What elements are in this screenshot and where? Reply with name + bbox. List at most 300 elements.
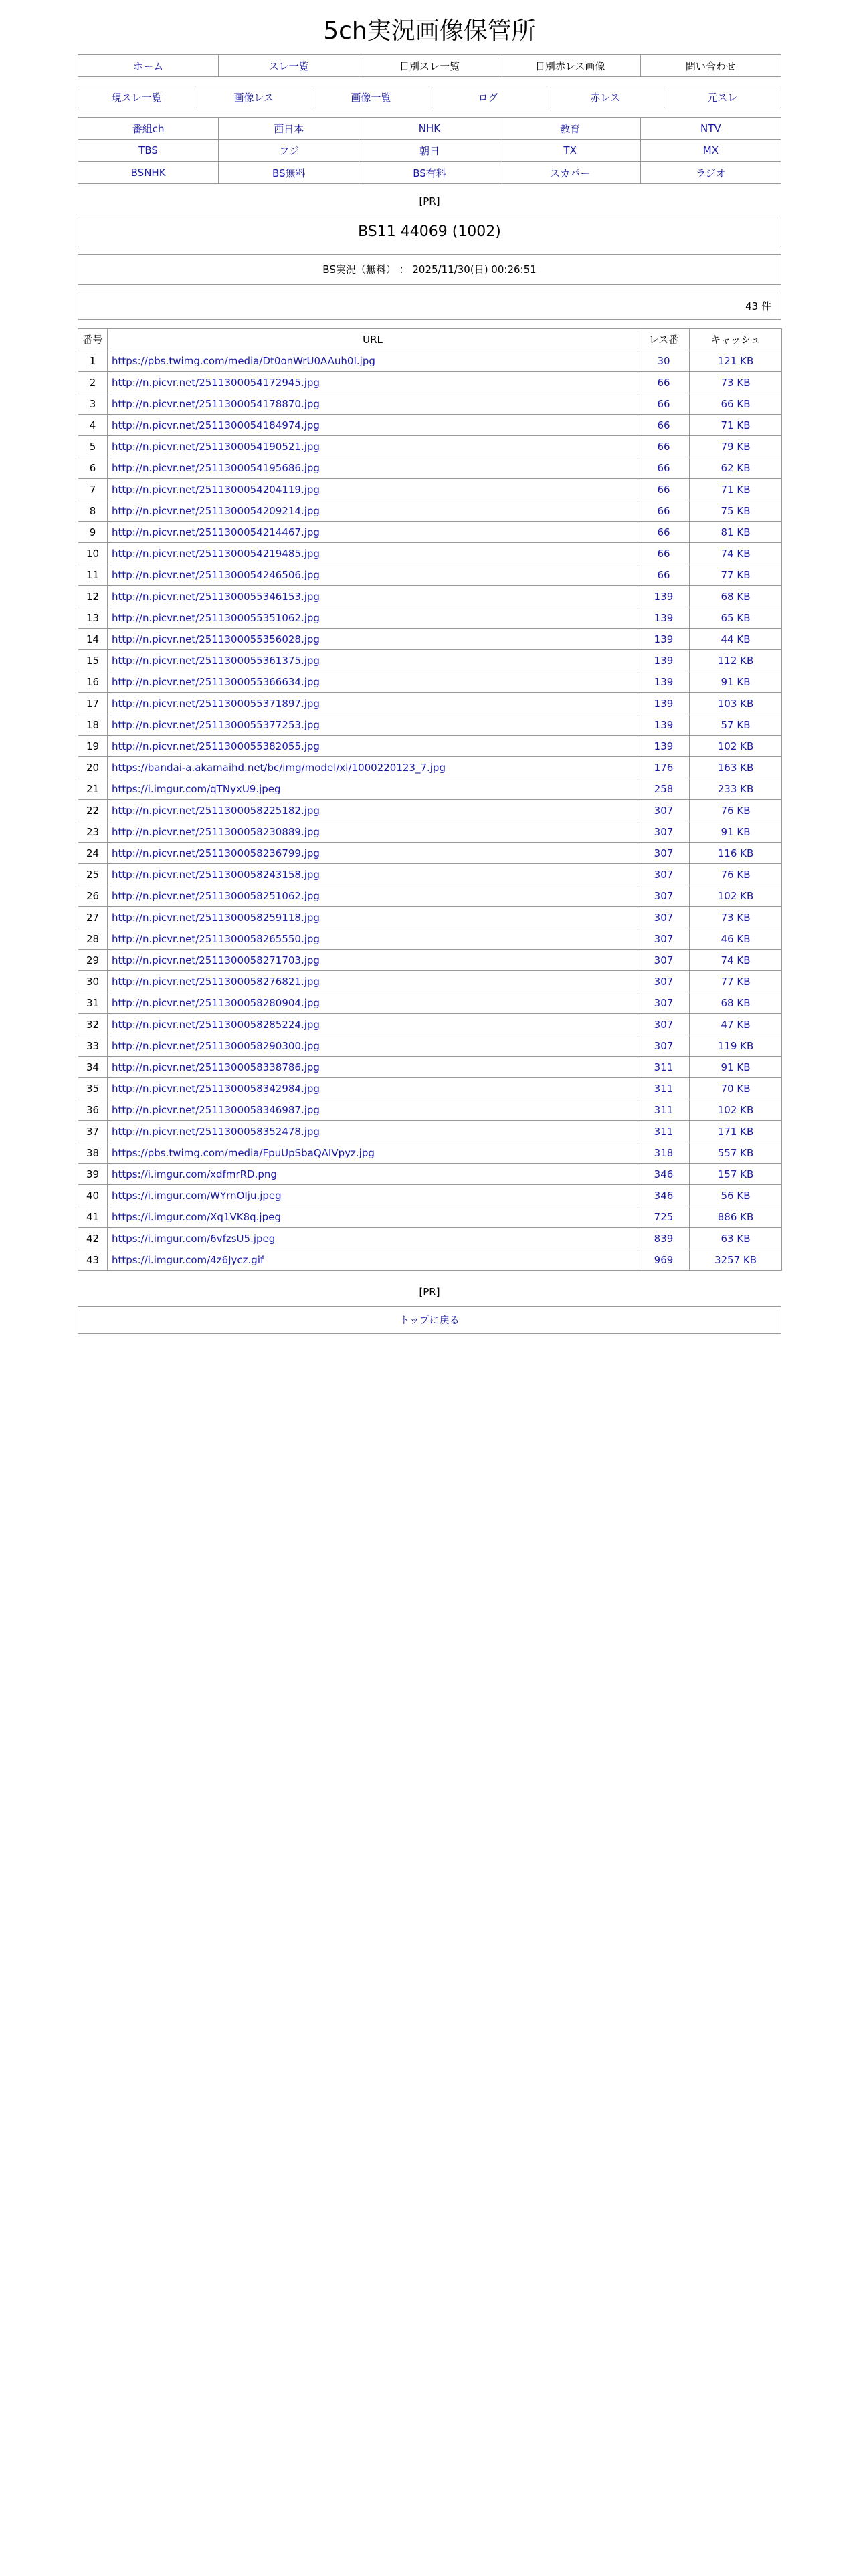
- cache-cell: [690, 393, 782, 415]
- image-url-link[interactable]: https://i.imgur.com/qTNyxU9.jpeg: [112, 782, 281, 795]
- row-number: 35: [78, 1078, 108, 1099]
- cache-size-link[interactable]: 91 KB: [721, 825, 751, 838]
- url-cell: [108, 736, 638, 757]
- row-number: 43: [78, 1249, 108, 1271]
- channel-link[interactable]: BS無料: [272, 167, 306, 179]
- thread-nav-link[interactable]: 赤レス: [590, 91, 620, 104]
- row-number: 34: [78, 1057, 108, 1078]
- cache-cell: [690, 928, 782, 950]
- cache-size-link[interactable]: 56 KB: [721, 1189, 751, 1202]
- image-url-link[interactable]: http://n.picvr.net/2511300054214467.jpg: [112, 526, 320, 538]
- cache-size-link[interactable]: 119 KB: [717, 1039, 754, 1052]
- channel-nav-cell[interactable]: [219, 140, 359, 162]
- image-url-link[interactable]: http://n.picvr.net/2511300058243158.jpg: [112, 868, 320, 881]
- table-row: [78, 607, 782, 629]
- table-row: [78, 907, 782, 928]
- image-url-link[interactable]: http://n.picvr.net/2511300058290300.jpg: [112, 1039, 320, 1052]
- cache-size-link[interactable]: 116 KB: [717, 847, 754, 859]
- cache-cell: [690, 350, 782, 372]
- thread-nav-cell[interactable]: [664, 86, 781, 108]
- res-number-link[interactable]: 307: [654, 954, 674, 966]
- cache-size-link[interactable]: 81 KB: [721, 526, 751, 538]
- url-cell: [108, 543, 638, 564]
- image-url-link[interactable]: http://n.picvr.net/2511300058236799.jpg: [112, 847, 320, 859]
- thread-title: BS11 44069 (1002): [78, 217, 781, 247]
- cache-size-link[interactable]: 77 KB: [721, 975, 751, 988]
- res-cell: [638, 1099, 690, 1121]
- channel-nav-row: [78, 118, 781, 140]
- row-number: 28: [78, 928, 108, 950]
- table-row: [78, 457, 782, 479]
- channel-link[interactable]: TBS: [138, 144, 158, 156]
- page-container: [78, 0, 781, 1334]
- row-number: 21: [78, 778, 108, 800]
- cache-size-link[interactable]: 557 KB: [717, 1146, 754, 1159]
- url-cell: [108, 757, 638, 778]
- url-cell: [108, 500, 638, 522]
- res-cell: [638, 1206, 690, 1228]
- cache-size-link[interactable]: 171 KB: [717, 1125, 754, 1138]
- thread-nav-cell[interactable]: [547, 86, 664, 108]
- table-row: [78, 1078, 782, 1099]
- row-number: 42: [78, 1228, 108, 1249]
- res-number-link[interactable]: 139: [654, 697, 674, 710]
- res-number-link[interactable]: 307: [654, 996, 674, 1009]
- res-number-link[interactable]: 139: [654, 740, 674, 752]
- cache-cell: [690, 736, 782, 757]
- thread-nav-cell[interactable]: [195, 86, 312, 108]
- cache-cell: [690, 650, 782, 671]
- cache-size-link[interactable]: 112 KB: [717, 654, 754, 667]
- cache-cell: [690, 693, 782, 714]
- thread-nav-link[interactable]: 画像一覧: [351, 91, 391, 104]
- cache-cell: [690, 971, 782, 992]
- cache-size-link[interactable]: 68 KB: [721, 996, 751, 1009]
- row-number: 13: [78, 607, 108, 629]
- cache-cell: [690, 757, 782, 778]
- res-number-link[interactable]: 139: [654, 718, 674, 731]
- channel-link[interactable]: BSNHK: [130, 167, 166, 179]
- url-cell: [108, 629, 638, 650]
- channel-link[interactable]: TX: [563, 144, 577, 156]
- cache-cell: [690, 564, 782, 586]
- url-cell: [108, 714, 638, 736]
- cache-size-link[interactable]: 77 KB: [721, 568, 751, 581]
- channel-link[interactable]: フジ: [279, 144, 299, 157]
- row-number: 2: [78, 372, 108, 393]
- channel-link[interactable]: スカパー: [550, 167, 591, 179]
- url-cell: [108, 564, 638, 586]
- cache-size-link[interactable]: 121 KB: [717, 354, 754, 367]
- channel-nav-cell[interactable]: [78, 118, 219, 140]
- image-url-link[interactable]: http://n.picvr.net/2511300058352478.jpg: [112, 1125, 320, 1138]
- url-cell: [108, 479, 638, 500]
- image-url-link[interactable]: https://pbs.twimg.com/media/Dt0onWrU0AAuh0I.jpg: [112, 354, 375, 367]
- row-number: 16: [78, 671, 108, 693]
- cache-cell: [690, 1249, 782, 1271]
- table-row: [78, 564, 782, 586]
- image-url-link[interactable]: http://n.picvr.net/2511300058225182.jpg: [112, 804, 320, 817]
- image-url-link[interactable]: http://n.picvr.net/2511300055351062.jpg: [112, 611, 320, 624]
- thread-nav-link[interactable]: ログ: [478, 91, 498, 104]
- res-cell: [638, 1057, 690, 1078]
- row-number: 3: [78, 393, 108, 415]
- row-number: 1: [78, 350, 108, 372]
- res-number-link[interactable]: 307: [654, 975, 674, 988]
- image-url-link[interactable]: http://n.picvr.net/2511300058338786.jpg: [112, 1061, 320, 1073]
- cache-cell: [690, 607, 782, 629]
- image-url-link[interactable]: http://n.picvr.net/2511300058346987.jpg: [112, 1103, 320, 1116]
- url-cell: [108, 1164, 638, 1185]
- cache-size-link[interactable]: 74 KB: [721, 954, 751, 966]
- res-number-link[interactable]: 307: [654, 868, 674, 881]
- url-cell: [108, 1035, 638, 1057]
- cache-size-link[interactable]: 102 KB: [717, 740, 754, 752]
- res-number-link[interactable]: 66: [657, 397, 670, 410]
- channel-link[interactable]: NTV: [700, 122, 721, 134]
- res-number-link[interactable]: 307: [654, 847, 674, 859]
- image-url-link[interactable]: http://n.picvr.net/2511300058251062.jpg: [112, 889, 320, 902]
- url-cell: [108, 864, 638, 885]
- res-number-link[interactable]: 258: [654, 782, 674, 795]
- channel-nav-cell[interactable]: [219, 118, 359, 140]
- cache-cell: [690, 821, 782, 843]
- image-url-link[interactable]: http://n.picvr.net/2511300058230889.jpg: [112, 825, 320, 838]
- image-url-link[interactable]: http://n.picvr.net/2511300054184974.jpg: [112, 419, 320, 431]
- thread-nav-link[interactable]: 元スレ: [707, 91, 738, 104]
- res-cell: [638, 1249, 690, 1271]
- res-number-link[interactable]: 307: [654, 825, 674, 838]
- res-number-link[interactable]: 969: [654, 1253, 674, 1266]
- res-cell: [638, 522, 690, 543]
- cache-size-link[interactable]: 71 KB: [721, 483, 751, 496]
- res-cell: [638, 1121, 690, 1142]
- channel-link[interactable]: NHK: [418, 122, 441, 134]
- site-title: 5ch実況画像保管所: [323, 17, 536, 45]
- cache-cell: [690, 543, 782, 564]
- res-number-link[interactable]: 725: [654, 1210, 674, 1223]
- res-number-link[interactable]: 139: [654, 590, 674, 603]
- cache-cell: [690, 1206, 782, 1228]
- res-number-link[interactable]: 311: [654, 1082, 674, 1095]
- url-cell: [108, 1121, 638, 1142]
- url-cell: [108, 1099, 638, 1121]
- image-url-link[interactable]: https://i.imgur.com/6vfzsU5.jpeg: [112, 1232, 276, 1245]
- cache-size-link[interactable]: 62 KB: [721, 461, 751, 474]
- res-cell: [638, 436, 690, 457]
- res-number-link[interactable]: 318: [654, 1146, 674, 1159]
- channel-link[interactable]: 西日本: [274, 122, 304, 135]
- row-number: 31: [78, 992, 108, 1014]
- res-number-link[interactable]: 346: [654, 1189, 674, 1202]
- row-number: 17: [78, 693, 108, 714]
- cache-cell: [690, 479, 782, 500]
- channel-link[interactable]: ラジオ: [695, 167, 726, 179]
- res-number-link[interactable]: 307: [654, 889, 674, 902]
- image-url-link[interactable]: http://n.picvr.net/2511300055361375.jpg: [112, 654, 320, 667]
- back-to-top-link[interactable]: トップに戻る: [399, 1314, 460, 1326]
- res-number-link[interactable]: 311: [654, 1103, 674, 1116]
- cache-size-link[interactable]: 91 KB: [721, 675, 751, 688]
- channel-link[interactable]: 教育: [560, 122, 581, 135]
- channel-nav-cell[interactable]: [219, 162, 359, 184]
- cache-size-link[interactable]: 70 KB: [721, 1082, 751, 1095]
- row-number: 12: [78, 586, 108, 607]
- cache-size-link[interactable]: 63 KB: [721, 1232, 751, 1245]
- table-row: [78, 1228, 782, 1249]
- channel-nav-cell[interactable]: [359, 140, 500, 162]
- table-row: [78, 1249, 782, 1271]
- res-number-link[interactable]: 307: [654, 804, 674, 817]
- table-row: [78, 543, 782, 564]
- url-cell: [108, 821, 638, 843]
- res-number-link[interactable]: 66: [657, 483, 670, 496]
- image-url-link[interactable]: http://n.picvr.net/2511300058271703.jpg: [112, 954, 320, 966]
- thread-nav-cell[interactable]: [430, 86, 547, 108]
- channel-nav-cell[interactable]: [78, 162, 219, 184]
- channel-nav-cell[interactable]: [500, 162, 640, 184]
- cache-size-link[interactable]: 57 KB: [721, 718, 751, 731]
- res-number-link[interactable]: 30: [657, 354, 670, 367]
- cache-size-link[interactable]: 163 KB: [717, 761, 754, 774]
- image-url-link[interactable]: https://i.imgur.com/xdfmrRD.png: [112, 1168, 277, 1180]
- table-row: [78, 415, 782, 436]
- res-cell: [638, 393, 690, 415]
- table-row: [78, 971, 782, 992]
- row-number: 24: [78, 843, 108, 864]
- res-number-link[interactable]: 346: [654, 1168, 674, 1180]
- main-nav: [78, 54, 781, 77]
- cache-size-link[interactable]: 103 KB: [717, 697, 754, 710]
- image-url-link[interactable]: http://n.picvr.net/2511300055371897.jpg: [112, 697, 320, 710]
- channel-nav-cell[interactable]: [359, 162, 500, 184]
- res-number-link[interactable]: 307: [654, 932, 674, 945]
- table-row: [78, 821, 782, 843]
- res-number-link[interactable]: 839: [654, 1232, 674, 1245]
- cache-cell: [690, 1057, 782, 1078]
- channel-nav-row: [78, 162, 781, 184]
- channel-link[interactable]: MX: [702, 144, 719, 156]
- image-url-link[interactable]: http://n.picvr.net/2511300058259118.jpg: [112, 911, 320, 924]
- main-nav-item[interactable]: スレ一覧: [268, 60, 309, 72]
- main-nav-item[interactable]: ホーム: [133, 60, 164, 72]
- url-cell: [108, 372, 638, 393]
- row-number: 32: [78, 1014, 108, 1035]
- channel-nav-cell[interactable]: [640, 162, 781, 184]
- cache-cell: [690, 436, 782, 457]
- url-cell: [108, 415, 638, 436]
- image-url-link[interactable]: http://n.picvr.net/2511300055366634.jpg: [112, 675, 320, 688]
- image-url-link[interactable]: https://pbs.twimg.com/media/FpuUpSbaQAIVpyz.jpg: [112, 1146, 375, 1159]
- table-row: [78, 928, 782, 950]
- table-row: [78, 650, 782, 671]
- cache-size-link[interactable]: 233 KB: [717, 782, 754, 795]
- image-url-link[interactable]: http://n.picvr.net/2511300055356028.jpg: [112, 633, 320, 645]
- res-cell: [638, 564, 690, 586]
- cache-size-link[interactable]: 76 KB: [721, 868, 751, 881]
- res-number-link[interactable]: 311: [654, 1061, 674, 1073]
- image-url-link[interactable]: http://n.picvr.net/2511300054246506.jpg: [112, 568, 320, 581]
- cache-size-link[interactable]: 75 KB: [721, 504, 751, 517]
- table-row: [78, 671, 782, 693]
- cache-size-link[interactable]: 73 KB: [721, 376, 751, 389]
- channel-nav-cell[interactable]: [500, 118, 640, 140]
- res-number-link[interactable]: 311: [654, 1125, 674, 1138]
- image-url-link[interactable]: http://n.picvr.net/2511300055346153.jpg: [112, 590, 320, 603]
- cache-size-link[interactable]: 68 KB: [721, 590, 751, 603]
- url-cell: [108, 1014, 638, 1035]
- row-number: 40: [78, 1185, 108, 1206]
- res-cell: [638, 821, 690, 843]
- cache-size-link[interactable]: 886 KB: [717, 1210, 754, 1223]
- image-url-link[interactable]: http://n.picvr.net/2511300058280904.jpg: [112, 996, 320, 1009]
- image-url-link[interactable]: http://n.picvr.net/2511300055382055.jpg: [112, 740, 320, 752]
- main-nav-cell[interactable]: [219, 55, 359, 77]
- res-cell: [638, 650, 690, 671]
- res-number-link[interactable]: 66: [657, 440, 670, 453]
- table-row: [78, 1206, 782, 1228]
- channel-nav-cell[interactable]: [78, 140, 219, 162]
- image-url-link[interactable]: http://n.picvr.net/2511300054195686.jpg: [112, 461, 320, 474]
- row-number: 7: [78, 479, 108, 500]
- cache-size-link[interactable]: 79 KB: [721, 440, 751, 453]
- table-row: [78, 522, 782, 543]
- res-number-link[interactable]: 176: [654, 761, 674, 774]
- res-number-link[interactable]: 307: [654, 911, 674, 924]
- table-row: [78, 393, 782, 415]
- pr-label-top: [PR]: [419, 195, 440, 207]
- image-url-link[interactable]: http://n.picvr.net/2511300058276821.jpg: [112, 975, 320, 988]
- cache-size-link[interactable]: 46 KB: [721, 932, 751, 945]
- image-url-link[interactable]: http://n.picvr.net/2511300055377253.jpg: [112, 718, 320, 731]
- res-number-link[interactable]: 307: [654, 1039, 674, 1052]
- channel-link[interactable]: BS有料: [413, 167, 446, 179]
- res-number-link[interactable]: 66: [657, 419, 670, 431]
- res-number-link[interactable]: 66: [657, 461, 670, 474]
- res-cell: [638, 1142, 690, 1164]
- cache-size-link[interactable]: 74 KB: [721, 547, 751, 560]
- image-url-link[interactable]: http://n.picvr.net/2511300058285224.jpg: [112, 1018, 320, 1031]
- channel-nav-cell[interactable]: [640, 118, 781, 140]
- channel-link[interactable]: 番組ch: [132, 122, 165, 135]
- cache-size-link[interactable]: 102 KB: [717, 1103, 754, 1116]
- table-row: [78, 586, 782, 607]
- url-cell: [108, 1228, 638, 1249]
- thread-nav-link[interactable]: 現スレ一覧: [111, 91, 162, 104]
- cache-cell: [690, 1228, 782, 1249]
- row-number: 11: [78, 564, 108, 586]
- res-number-link[interactable]: 307: [654, 1018, 674, 1031]
- image-url-link[interactable]: http://n.picvr.net/2511300054219485.jpg: [112, 547, 320, 560]
- cache-cell: [690, 415, 782, 436]
- res-cell: [638, 950, 690, 971]
- row-number: 10: [78, 543, 108, 564]
- table-header-row: [78, 329, 782, 350]
- cache-cell: [690, 1014, 782, 1035]
- res-number-link[interactable]: 139: [654, 633, 674, 645]
- res-cell: [638, 1014, 690, 1035]
- res-cell: [638, 1228, 690, 1249]
- thread-nav-cell[interactable]: [78, 86, 195, 108]
- res-cell: [638, 693, 690, 714]
- image-url-link[interactable]: https://i.imgur.com/WYrnOIju.jpeg: [112, 1189, 282, 1202]
- image-url-link[interactable]: https://i.imgur.com/4z6Jycz.gif: [112, 1253, 264, 1266]
- res-number-link[interactable]: 66: [657, 504, 670, 517]
- channel-nav: [78, 117, 781, 184]
- image-url-link[interactable]: http://n.picvr.net/2511300058265550.jpg: [112, 932, 320, 945]
- thread-nav-cell[interactable]: [312, 86, 430, 108]
- cache-size-link[interactable]: 44 KB: [721, 633, 751, 645]
- res-number-link[interactable]: 139: [654, 611, 674, 624]
- table-row: [78, 843, 782, 864]
- cache-size-link[interactable]: 65 KB: [721, 611, 751, 624]
- row-number: 6: [78, 457, 108, 479]
- table-row: [78, 864, 782, 885]
- main-nav-cell[interactable]: [78, 55, 219, 77]
- channel-nav-cell[interactable]: [500, 140, 640, 162]
- row-number: 19: [78, 736, 108, 757]
- res-number-link[interactable]: 66: [657, 376, 670, 389]
- cache-size-link[interactable]: 102 KB: [717, 889, 754, 902]
- row-number: 41: [78, 1206, 108, 1228]
- cache-size-link[interactable]: 157 KB: [717, 1168, 754, 1180]
- row-number: 37: [78, 1121, 108, 1142]
- res-number-link[interactable]: 139: [654, 675, 674, 688]
- channel-nav-cell[interactable]: [640, 140, 781, 162]
- cache-size-link[interactable]: 66 KB: [721, 397, 751, 410]
- cache-cell: [690, 500, 782, 522]
- res-number-link[interactable]: 66: [657, 526, 670, 538]
- url-cell: [108, 607, 638, 629]
- res-cell: [638, 415, 690, 436]
- cache-cell: [690, 992, 782, 1014]
- image-url-link[interactable]: http://n.picvr.net/2511300054178870.jpg: [112, 397, 320, 410]
- channel-link[interactable]: 朝日: [419, 144, 440, 157]
- cache-cell: [690, 714, 782, 736]
- image-url-link[interactable]: http://n.picvr.net/2511300058342984.jpg: [112, 1082, 320, 1095]
- image-url-link[interactable]: http://n.picvr.net/2511300054209214.jpg: [112, 504, 320, 517]
- res-number-link[interactable]: 139: [654, 654, 674, 667]
- url-cell: [108, 457, 638, 479]
- image-url-link[interactable]: https://i.imgur.com/Xq1VK8q.jpeg: [112, 1210, 281, 1223]
- res-cell: [638, 586, 690, 607]
- table-row: [78, 1014, 782, 1035]
- url-cell: [108, 1078, 638, 1099]
- cache-size-link[interactable]: 71 KB: [721, 419, 751, 431]
- table-row: [78, 714, 782, 736]
- cache-size-link[interactable]: 3257 KB: [714, 1253, 757, 1266]
- image-url-link[interactable]: http://n.picvr.net/2511300054190521.jpg: [112, 440, 320, 453]
- url-cell: [108, 1057, 638, 1078]
- thread-nav-link[interactable]: 画像レス: [233, 91, 274, 104]
- cache-size-link[interactable]: 73 KB: [721, 911, 751, 924]
- res-number-link[interactable]: 66: [657, 547, 670, 560]
- image-url-link[interactable]: http://n.picvr.net/2511300054204119.jpg: [112, 483, 320, 496]
- url-cell: [108, 800, 638, 821]
- image-url-link[interactable]: http://n.picvr.net/2511300054172945.jpg: [112, 376, 320, 389]
- channel-nav-cell[interactable]: [359, 118, 500, 140]
- url-cell: [108, 971, 638, 992]
- cache-size-link[interactable]: 47 KB: [721, 1018, 751, 1031]
- table-row: [78, 372, 782, 393]
- row-number: 22: [78, 800, 108, 821]
- cache-size-link[interactable]: 76 KB: [721, 804, 751, 817]
- res-number-link[interactable]: 66: [657, 568, 670, 581]
- cache-size-link[interactable]: 91 KB: [721, 1061, 751, 1073]
- row-number: 39: [78, 1164, 108, 1185]
- row-number: 38: [78, 1142, 108, 1164]
- image-url-link[interactable]: https://bandai-a.akamaihd.net/bc/img/model/xl/1000220123_7.jpg: [112, 761, 446, 774]
